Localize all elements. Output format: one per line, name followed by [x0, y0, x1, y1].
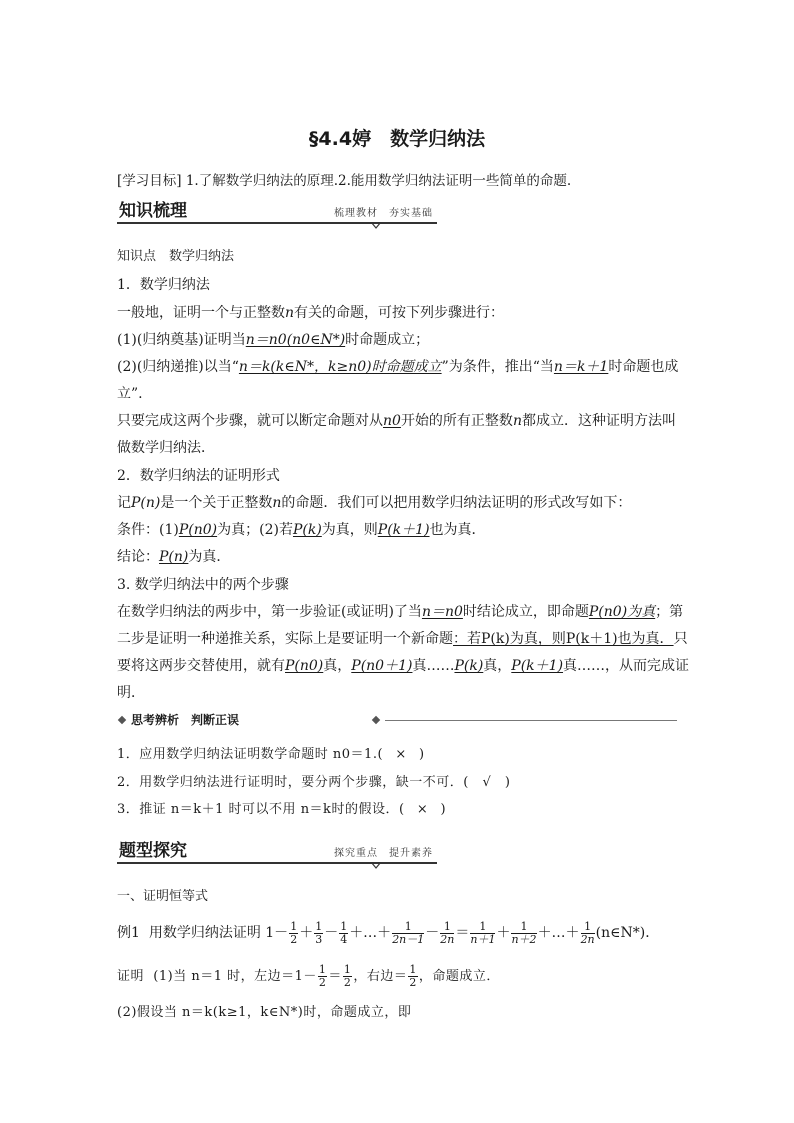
- proof-label: 证明: [117, 969, 145, 984]
- banner-notch-icon: [371, 222, 381, 229]
- para-condition: 条件：(1)P(n0)为真；(2)若P(k)为真，则P(k＋1)也为真．: [117, 522, 486, 538]
- underlined-answer: P(n0)为真: [588, 604, 656, 620]
- banner-heading: 知识梳理: [119, 201, 187, 221]
- proof-step-2: (2)假设当 n＝k(k≥1，k∈N*)时，命题成立，即: [117, 1005, 412, 1020]
- subheading-3: 3. 数学归纳法中的两个步骤: [117, 577, 289, 593]
- underlined-answer: P(k＋1): [377, 522, 430, 538]
- fraction: $\frac{1}{2}$: [290, 919, 298, 946]
- underlined-answer: ：若P(k)为真，则P(k＋1)也为真．: [453, 631, 674, 647]
- para-conclude-cont: 做数学归纳法．: [117, 440, 215, 456]
- proof-step-1: 证明 (1)当 n＝1 时，左边＝1－ $\frac{1}{2}$ ＝ $\frac{1}{2}$ ，右边＝ $\frac{1}{2}$ ，命题成立．: [117, 963, 500, 989]
- underlined-answer: P(k): [292, 522, 322, 538]
- underlined-answer: n＝k＋1: [553, 359, 609, 375]
- example-1: 例1 用数学归纳法证明 1－ $\frac{1}{2}$ ＋ $\frac{1}{3}$ － $\frac{1}{4}$ ＋…＋ $\frac{1}{2n-1}$ － $\frac{1}{2n}$ ＝ $\frac{1}{n+1}$ ＋ $\frac{1}{n+2}$ ＋…＋ $\frac{1}{2n}$ (n∈N*)．: [117, 919, 660, 946]
- judge-mark: √: [482, 775, 492, 790]
- learning-objectives: [117, 172, 571, 190]
- underlined-answer: n＝n0(n0∈N*): [245, 332, 346, 348]
- underlined-answer: n＝k(k∈N*，k≥n0)时命题成立: [238, 359, 442, 375]
- underlined-answer: n＝n0: [421, 604, 463, 620]
- banner-rule: [117, 862, 437, 864]
- example-label: 例1: [117, 925, 140, 941]
- para-step2-cont: 立”.: [117, 386, 143, 402]
- para-two-steps-3: 要将这两步交替使用，就有P(n0)真，P(n0＋1)真……P(k)真，P(k＋1)真……，从而完成证: [117, 658, 690, 674]
- para-form: 记P(n)是一个关于正整数n的命题．我们可以把用数学归纳法证明的形式改写如下：: [117, 495, 632, 511]
- think-rule: [385, 720, 677, 721]
- section-banner-knowledge: [117, 200, 437, 226]
- judge-item: 2．用数学归纳法进行证明时，要分两个步骤，缺一不可．( √ ): [117, 775, 511, 790]
- objectives-label: [学习目标]: [117, 173, 182, 189]
- para-two-steps-4: 明．: [117, 685, 145, 701]
- para-step2: (2)(归纳递推)以当“n＝k(k∈N*，k≥n0)时命题成立”为条件，推出“当n＝k＋1时命题也成: [117, 359, 679, 375]
- think-section-header: [117, 712, 677, 730]
- subheading-2: 2．数学归纳法的证明形式: [117, 468, 280, 484]
- underlined-answer: P(k): [454, 658, 484, 674]
- fraction: $\frac{1}{3}$: [315, 919, 323, 946]
- underlined-answer: P(k＋1): [511, 658, 564, 674]
- banner-tagline: 梳理教材 夯实基础: [334, 208, 433, 219]
- banner-tagline: 探究重点 提升素养: [334, 848, 433, 859]
- subheading-1: 1．数学归纳法: [117, 277, 210, 293]
- para-two-steps-2: 二步是证明一种递推关系，实际上是要证明一个新命题：若P(k)为真，则P(k＋1)也为真．只: [117, 631, 688, 647]
- fraction: $\frac{1}{4}$: [340, 919, 348, 946]
- fraction: $\frac{1}{2n}$: [440, 919, 455, 946]
- fraction: $\frac{1}{2}$: [318, 963, 327, 989]
- underlined-answer: P(n0): [285, 658, 324, 674]
- knowledge-point: 知识点 数学归纳法: [117, 249, 235, 264]
- para-two-steps: 在数学归纳法的两步中，第一步验证(或证明)了当n＝n0时结论成立，即命题P(n0)为真；第: [117, 604, 684, 620]
- fraction: $\frac{1}{n+1}$: [470, 919, 496, 946]
- underlined-answer: P(n): [159, 549, 189, 565]
- para-intro: 一般地，证明一个与正整数n有关的命题，可按下列步骤进行：: [117, 305, 505, 321]
- judge-mark: ×: [395, 747, 407, 762]
- banner-heading: 题型探究: [119, 841, 187, 861]
- fraction: $\frac{1}{2}$: [343, 963, 352, 989]
- underlined-answer: P(n0＋1): [351, 658, 413, 674]
- page-title: §4.4婷 数学归纳法: [308, 128, 486, 150]
- banner-rule: [117, 222, 437, 224]
- judge-item: 3．推证 n＝k＋1 时可以不用 n＝k时的假设．( × ): [117, 802, 447, 817]
- para-conclude: 只要完成这两个步骤，就可以断定命题对从n0开始的所有正整数n都成立．这种证明方法叫: [117, 413, 676, 429]
- judge-item: 1．应用数学归纳法证明数学命题时 n0＝1.( × ): [117, 747, 425, 762]
- para-step1: (1)(归纳奠基)证明当n＝n0(n0∈N*)时命题成立；: [117, 332, 430, 348]
- think-label: 思考辨析 判断正误: [131, 713, 240, 727]
- objectives-text: 1.了解数学归纳法的原理.2.能用数学归纳法证明一些简单的命题.: [185, 173, 572, 189]
- underlined-answer: n0: [383, 413, 401, 429]
- fraction: $\frac{1}{2}$: [409, 963, 417, 989]
- diamond-bullet-icon: [118, 716, 126, 724]
- fraction: $\frac{1}{2n-1}$: [392, 919, 425, 946]
- fraction: $\frac{1}{n+2}$: [511, 919, 537, 946]
- diamond-bullet-icon: [372, 716, 380, 724]
- judge-mark: ×: [416, 802, 429, 817]
- section-heading-1: 一、证明恒等式: [117, 889, 209, 904]
- underlined-answer: P(n0): [178, 522, 218, 538]
- banner-notch-icon: [371, 862, 381, 869]
- fraction: $\frac{1}{2n}$: [580, 919, 595, 946]
- section-banner-types: [117, 840, 437, 866]
- para-result: 结论：P(n)为真．: [117, 549, 231, 565]
